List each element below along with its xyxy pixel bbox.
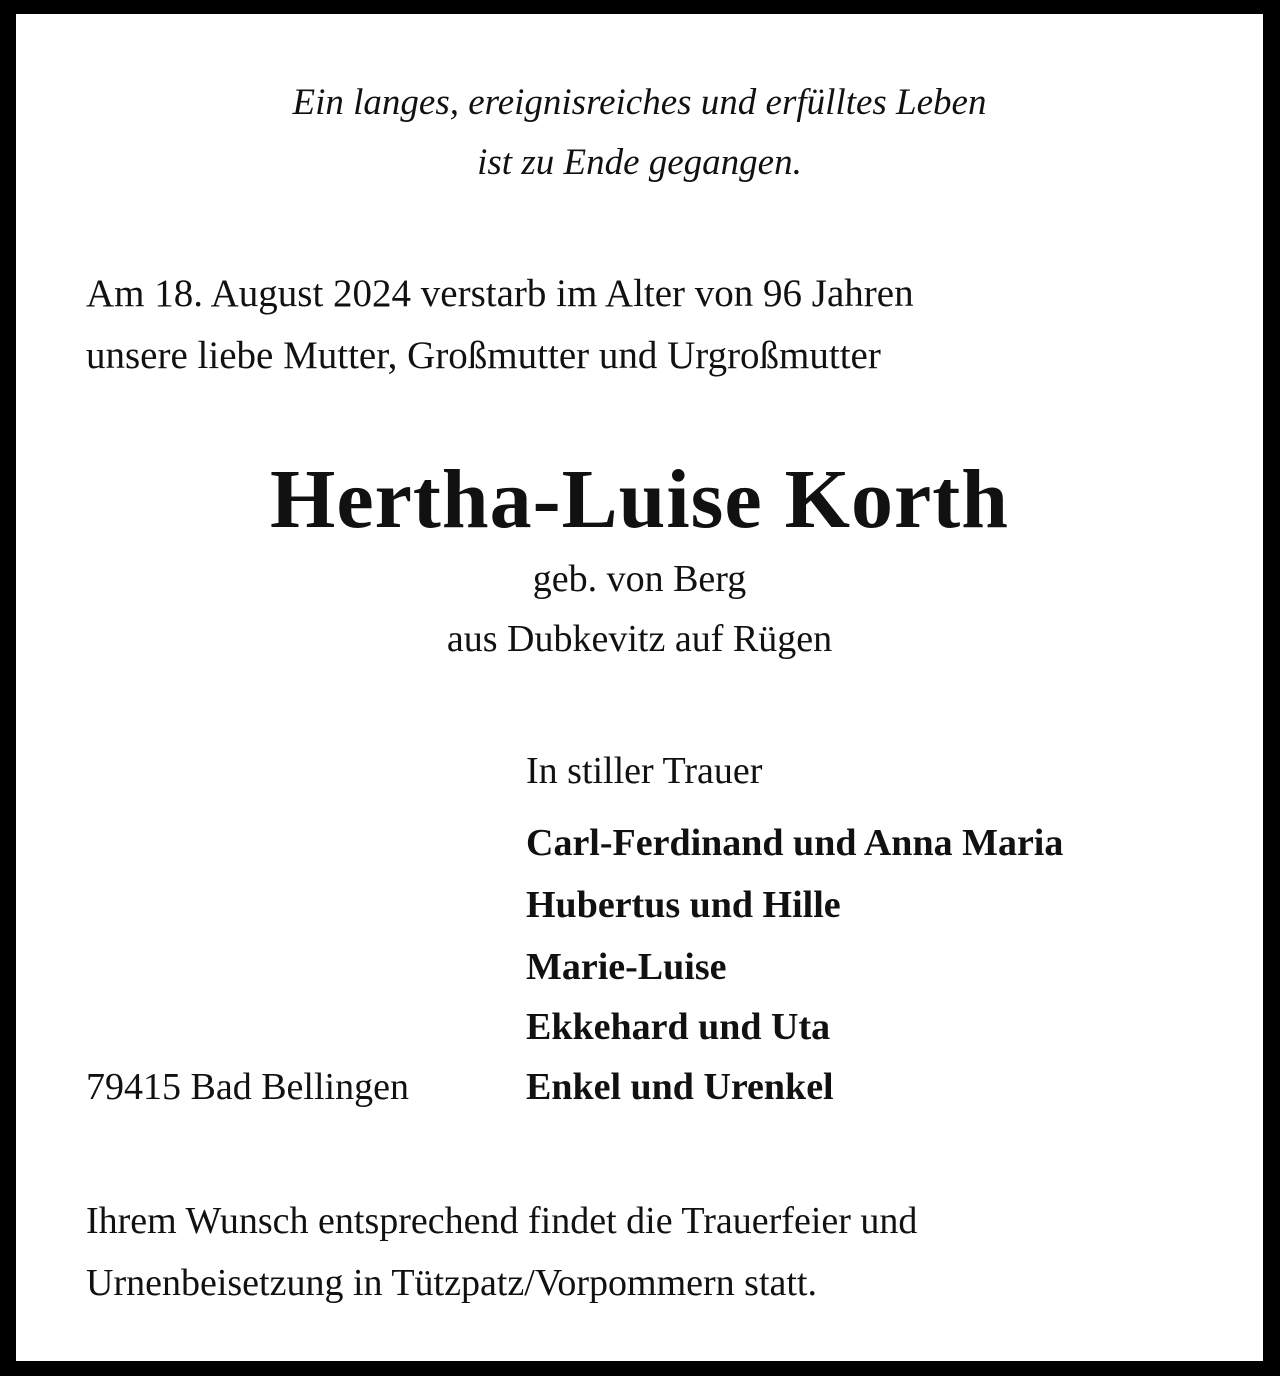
mourner-item: Marie-Luise [526,946,727,988]
mourner-item: Ekkehard und Uta [526,1006,831,1048]
origin: aus Dubkevitz auf Rügen [446,618,833,660]
birth-name: geb. von Berg [532,558,747,600]
intro-line-1: Am 18. August 2024 verstarb im Alter von 96 Jahren [86,272,914,315]
place-of-residence: 79415 Bad Bellingen [86,1066,409,1108]
closing-line-1: Ihrem Wunsch entsprechend findet die Trauerfeier und [86,1200,918,1242]
intro-line-2: unsere liebe Mutter, Großmutter und Urgroßmutter [86,334,881,377]
deceased-name: Hertha-Luise Korth [270,453,1009,546]
obituary-notice [16,14,1263,1361]
mourning-intro: In stiller Trauer [526,750,763,792]
motto-line-1: Ein langes, ereignisreiches und erfülltes Leben [292,82,987,123]
mourner-item: Hubertus und Hille [526,884,841,926]
motto-line-2: ist zu Ende gegangen. [477,142,802,183]
mourner-item: Enkel und Urenkel [526,1066,834,1108]
closing-line-2: Urnenbeisetzung in Tützpatz/Vorpommern statt. [86,1262,817,1304]
mourner-item: Carl-Ferdinand und Anna Maria [526,822,1064,864]
